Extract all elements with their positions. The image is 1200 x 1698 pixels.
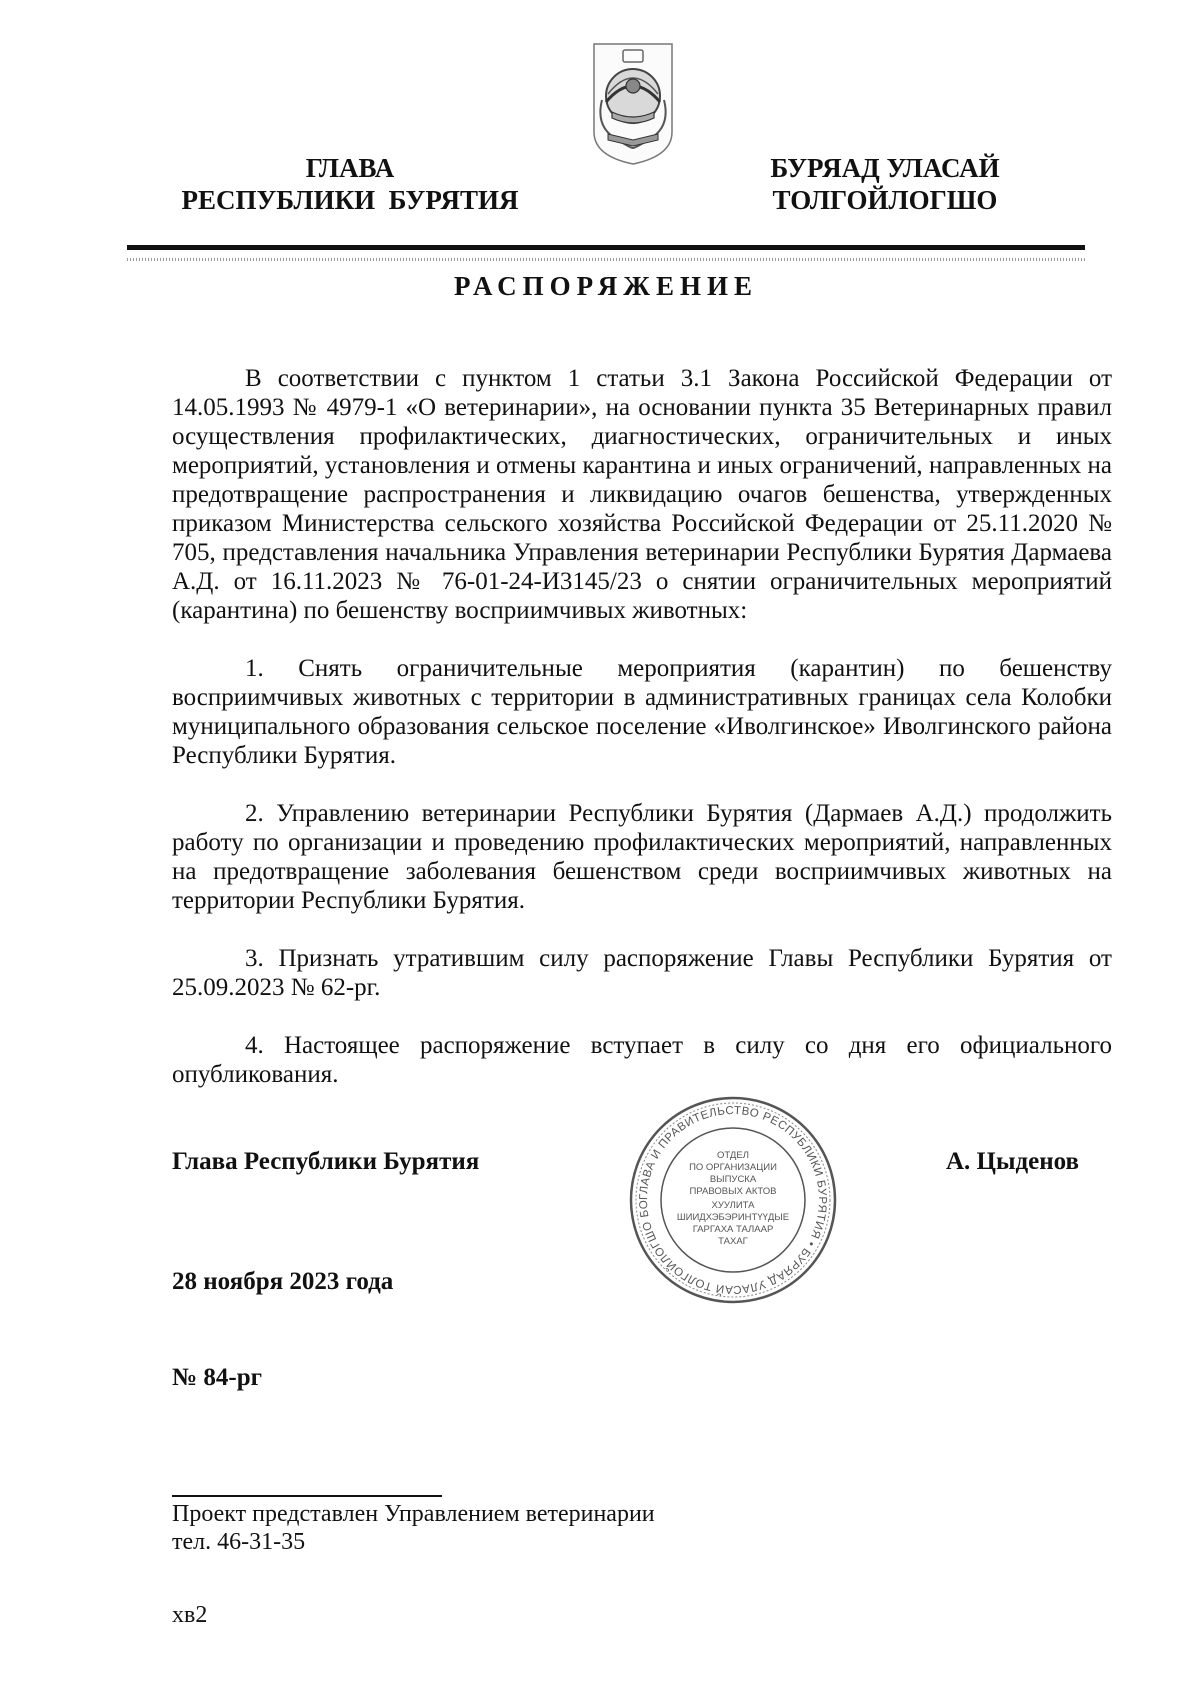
coat-of-arms-emblem bbox=[590, 40, 676, 168]
header-divider bbox=[127, 245, 1085, 250]
body-paragraph-item-1: 1. Снять ограничительные мероприятия (карантин) по бешенству восприимчивых животных с территории в административных границах села Колобки муниципального образования сельское поселение «Иволгинское» Иволгинского района Республики Бурятия. bbox=[172, 655, 1112, 769]
header-left-line-1: ГЛАВА bbox=[305, 153, 395, 183]
document-body bbox=[172, 364, 1112, 1089]
stamp-seal-icon bbox=[627, 1094, 839, 1306]
signature-position: Глава Республики Бурятия bbox=[172, 1148, 480, 1175]
stamp-ring-text: ГЛАВА И ПРАВИТЕЛЬСТВО РЕСПУБЛИКИ БУРЯТИЯ • БУРЯАД УЛАСАЙ ТОЛГОЙЛОГШО БО bbox=[637, 1104, 829, 1296]
document-number: № 84-рг bbox=[172, 1364, 262, 1391]
stamp-line-1: ОТДЕЛ bbox=[717, 1150, 749, 1161]
footnote-line-1: Проект представлен Управлением ветеринарии bbox=[172, 1501, 655, 1527]
stamp-line-6: ШИИДХЭБЭРИНТҮҮДЫЕ bbox=[676, 1212, 790, 1223]
body-paragraph-item-2: 2. Управлению ветеринарии Республики Бурятия (Дармаев А.Д.) продолжить работу по организации и проведению профилактических мероприятий, направленных на предотвращение заболевания бешенством среди восприимчивых животных на территории Республики Бурятия. bbox=[172, 800, 1112, 914]
header-left bbox=[150, 152, 550, 216]
signature-name: А. Цыденов bbox=[946, 1148, 1080, 1175]
footnote-line-2: тел. 46-31-35 bbox=[172, 1529, 306, 1555]
document-code: хв2 bbox=[172, 1602, 208, 1628]
stamp-line-2: ПО ОРГАНИЗАЦИИ bbox=[689, 1162, 777, 1173]
stamp-line-4: ПРАВОВЫХ АКТОВ bbox=[689, 1186, 777, 1197]
document-date: 28 ноября 2023 года bbox=[172, 1268, 394, 1295]
footnote-divider bbox=[172, 1495, 442, 1497]
stamp-line-8: ТАХАГ bbox=[718, 1236, 748, 1247]
body-paragraph-item-4: 4. Настоящее распоряжение вступает в силу со дня его официального опубликования. bbox=[172, 1032, 1112, 1088]
footnote bbox=[172, 1500, 655, 1556]
body-paragraph-item-3: 3. Признать утратившим силу распоряжение Главы Республики Бурятия от 25.09.2023 № 62-рг. bbox=[172, 945, 1112, 1001]
header-right bbox=[720, 152, 1050, 216]
header-divider-dotted bbox=[127, 258, 1085, 261]
header-left-line-2: РЕСПУБЛИКИ БУРЯТИЯ bbox=[181, 185, 519, 215]
stamp-line-5: ХУУЛИТА bbox=[711, 1200, 755, 1211]
coat-of-arms-icon bbox=[590, 40, 676, 168]
header-right-line-2: ТОЛГОЙЛОГШО bbox=[772, 185, 998, 215]
stamp-line-3: ВЫПУСКА bbox=[709, 1174, 757, 1185]
official-stamp bbox=[627, 1094, 839, 1306]
document-title: РАСПОРЯЖЕНИЕ bbox=[453, 271, 759, 301]
stamp-line-7: ГАРГАХА ТАЛААР bbox=[692, 1224, 774, 1235]
body-paragraph-preamble: В соответствии с пунктом 1 статьи 3.1 Закона Российской Федерации от 14.05.1993 № 4979-1 «О ветеринарии», на основании пункта 35 Ветеринарных правил осуществления профилактических, диагностических, ограничительных и иных мероприятий, установления и отмены карантина и иных ограничений, направленных на предотвращение распространения и ликвидацию очагов бешенства, утвержденных приказом Министерства сельского хозяйства Российской Федерации от 25.11.2020 № 705, представления начальника Управления ветеринарии Республики Бурятия Дармаева А.Д. от 16.11.2023 № 76-01-24-И3145/23 о снятии ограничительных мероприятий (карантина) по бешенству восприимчивых животных: bbox=[172, 365, 1112, 624]
header-right-line-1: БУРЯАД УЛАСАЙ bbox=[770, 153, 1000, 183]
